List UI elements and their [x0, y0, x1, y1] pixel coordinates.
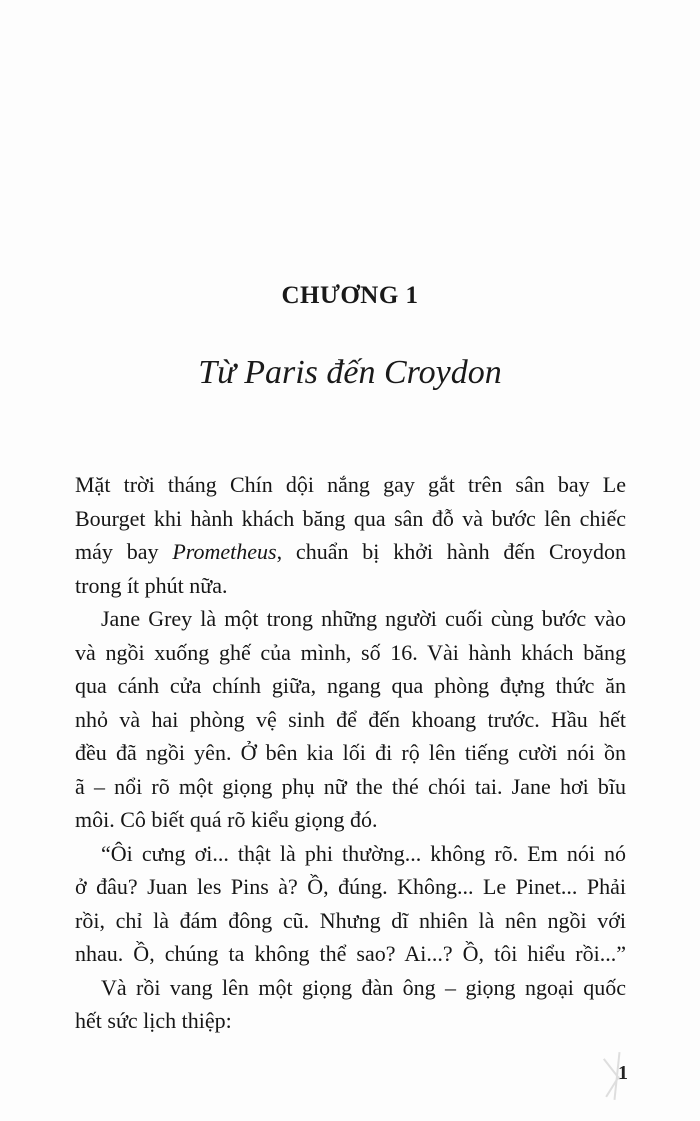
text-line: và ngồi xuống ghế của mình, số 16. Vài hành khách băng — [75, 639, 626, 665]
text-line: ã – nổi rõ một giọng phụ nữ the thé chói tai. Jane hơi bĩu — [75, 773, 626, 799]
chapter-label: CHƯƠNG 1 — [281, 282, 419, 309]
text-line: môi. Cô biết quá rõ kiểu giọng đó. — [75, 807, 378, 832]
text-line: qua cánh cửa chính giữa, ngang qua phòng đựng thức ăn — [75, 673, 626, 698]
plane-name-italic: Prometheus — [172, 539, 277, 564]
text-line: trong ít phút nữa. — [75, 572, 228, 598]
paragraph-3 — [75, 837, 626, 971]
text-line: đều đã ngồi yên. Ở bên kia lối đi rộ lên tiếng cười nói ồn — [75, 740, 626, 765]
text-line: rồi, chỉ là đám đông cũ. Nhưng dĩ nhiên là nên ngồi với — [75, 907, 626, 933]
paragraph-2 — [75, 602, 626, 837]
page-number: 1 — [618, 1062, 628, 1084]
text-line: hết sức lịch thiệp: — [75, 1008, 232, 1033]
text-segment: máy bay — [75, 539, 173, 564]
text-line: Mặt trời tháng Chín dội nắng gay gắt trên sân bay Le — [75, 472, 626, 497]
paragraph-4 — [75, 971, 626, 1038]
text-line: Jane Grey là một trong những người cuối cùng bước vào — [101, 606, 626, 631]
text-line: Bourget khi hành khách băng qua sân đỗ và bước lên chiếc — [75, 505, 626, 531]
text-segment: , chuẩn bị khởi hành đến Croydon — [276, 539, 626, 564]
text-line: “Ôi cưng ơi... thật là phi thường... không rõ. Em nói nó — [101, 840, 626, 866]
text-line: ở đâu? Juan les Pins à? Ồ, đúng. Không... Le Pinet... Phải — [75, 874, 626, 899]
text-line — [75, 535, 626, 569]
body-text — [75, 468, 626, 1038]
text-line: nhau. Ồ, chúng ta không thể sao? Ai...? Ồ, tôi hiểu rồi...” — [75, 941, 626, 966]
text-line: nhỏ và hai phòng vệ sinh để đến khoang trước. Hầu hết — [75, 706, 626, 732]
chapter-title: Từ Paris đến Croydon — [198, 354, 502, 391]
text-line: Và rồi vang lên một giọng đàn ông – giọng ngoại quốc — [101, 974, 626, 1000]
paragraph-1 — [75, 468, 626, 602]
